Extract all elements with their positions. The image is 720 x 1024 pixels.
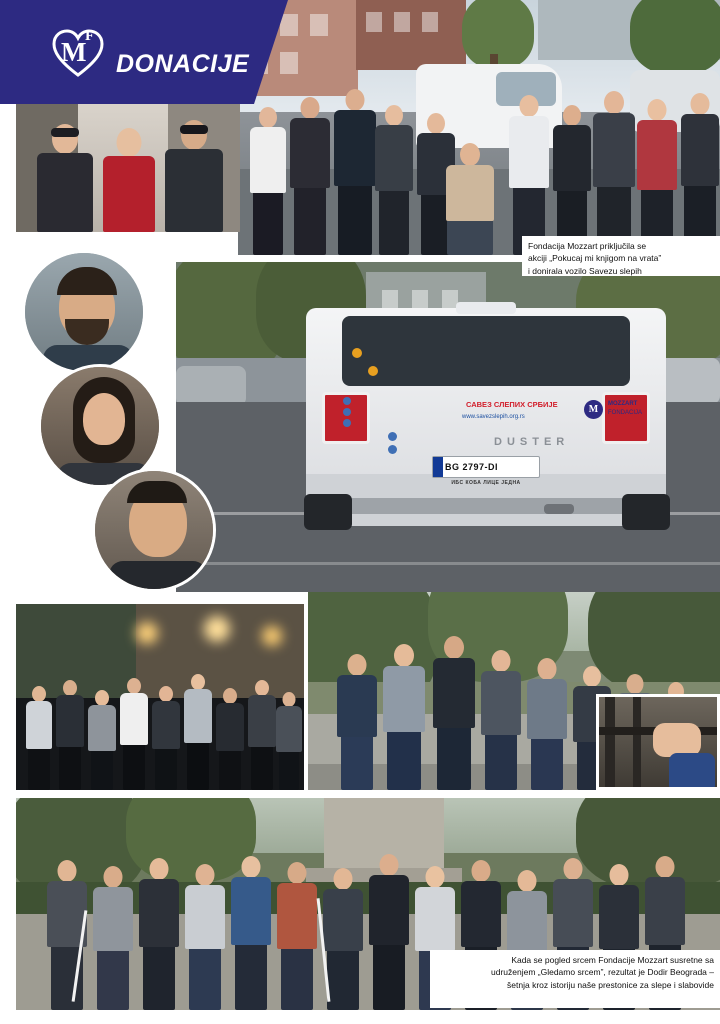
photo-three-people bbox=[16, 104, 240, 232]
sponsor-logo-icon bbox=[584, 400, 603, 419]
photo-hand-rail bbox=[596, 694, 720, 790]
license-plate bbox=[432, 456, 540, 486]
sponsor-name-line2: FONDACIJA bbox=[608, 410, 643, 416]
portrait-man-glasses bbox=[92, 468, 216, 592]
vehicle-website: www.savezslepih.org.rs bbox=[462, 414, 525, 420]
caption-bottom-line1: Kada se pogled srcem Fondacije Mozzart susretne sa bbox=[511, 955, 714, 965]
photo-night-group bbox=[16, 604, 304, 790]
photo-duster-rear bbox=[176, 262, 720, 592]
logo bbox=[52, 25, 108, 81]
vehicle-model-badge: DUSTER bbox=[494, 436, 570, 448]
license-plate-subtext: ИБС КОБА ЛИЦЕ ЈЕДНА bbox=[451, 480, 521, 486]
caption-top-line2: akciji „Pokucaj mi knjigom na vrata” bbox=[528, 253, 662, 264]
photo-group-cars bbox=[238, 0, 720, 255]
caption-bottom-line3: šetnja kroz istoriju naše prestonice za slepe i slabovide bbox=[507, 979, 714, 990]
logo-letter-f: F bbox=[85, 28, 95, 44]
caption-top-line3: i donirala vozilo Savezu slepih bbox=[528, 265, 642, 276]
caption-top bbox=[522, 236, 720, 276]
sponsor-monogram: M bbox=[588, 404, 599, 415]
logo-letter-m: M bbox=[61, 37, 86, 67]
vehicle-rear bbox=[306, 308, 666, 526]
page-title: DONACIJE bbox=[116, 50, 250, 78]
caption-bottom-line2: udruženjem „Gledamo srcem”, rezultat je Dodir Beograda – bbox=[491, 967, 714, 978]
vehicle-org-name: САВЕЗ СЛЕПИХ СРБИЈЕ bbox=[466, 400, 558, 409]
portrait-man-beard bbox=[22, 250, 146, 374]
sponsor-name-line1: MOZZART bbox=[608, 401, 638, 407]
header-banner bbox=[0, 0, 254, 104]
license-plate-text: BG 2797-DI bbox=[445, 462, 499, 472]
caption-top-line1: Fondacija Mozzart priključila se bbox=[528, 241, 647, 251]
caption-bottom bbox=[430, 950, 720, 1008]
